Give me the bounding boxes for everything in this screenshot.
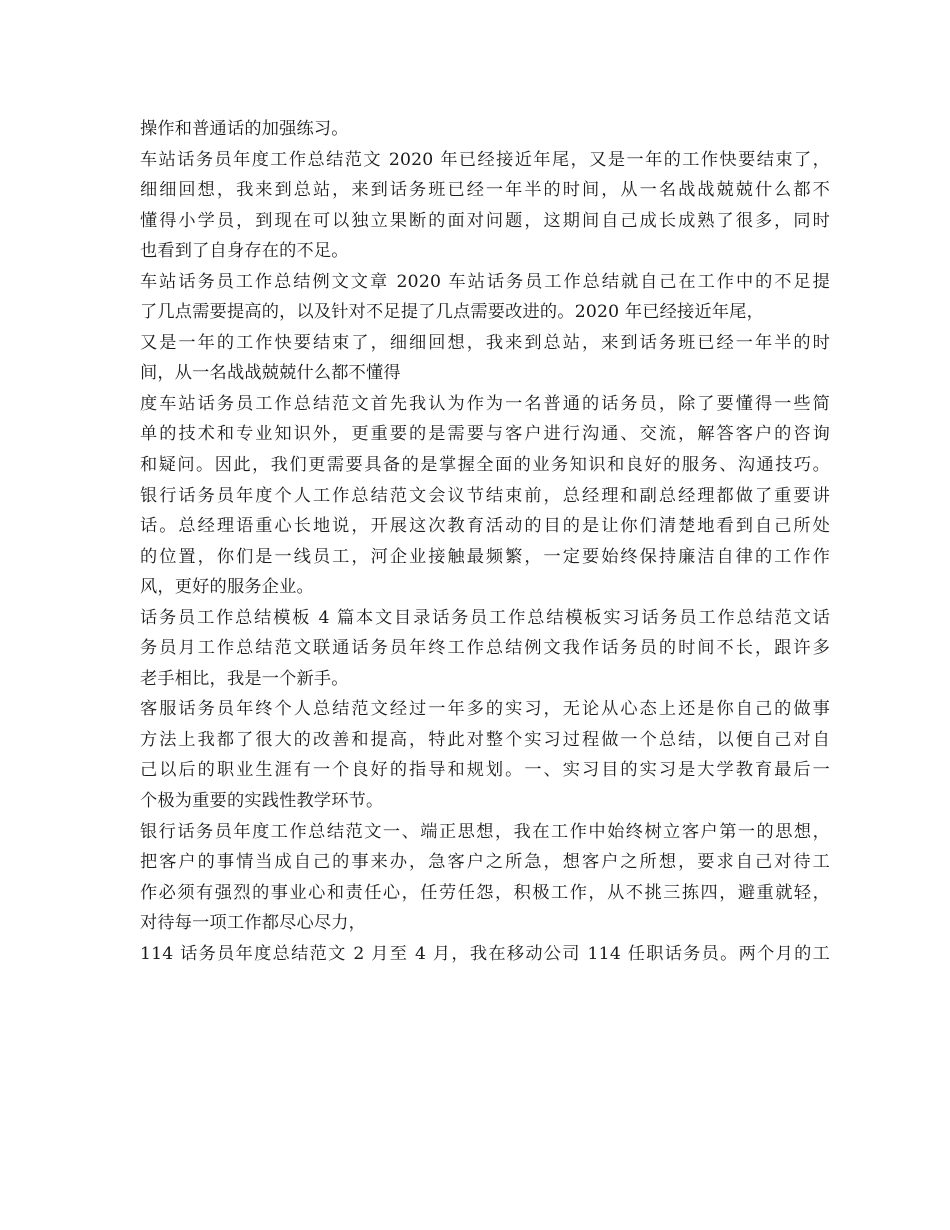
text-line: 风，更好的服务企业。 bbox=[140, 577, 314, 598]
text-line: 方法上我都了很大的改善和提高，特此对整个实习过程做一个总结，以便自己对自 bbox=[140, 729, 830, 750]
text-line: 懂得小学员，到现在可以独立果断的面对问题，这期间自己成长成熟了很多，同时 bbox=[140, 210, 830, 231]
text-line: 作必须有强烈的事业心和责任心，任劳任怨，积极工作，从不挑三拣四，避重就轻， bbox=[140, 882, 830, 903]
text-line: 又是一年的工作快要结束了，细细回想，我来到总站，来到话务班已经一年半的时 bbox=[140, 332, 830, 353]
text-line: 把客户的事情当成自己的事来办，急客户之所急，想客户之所想，要求自己对待工 bbox=[140, 852, 830, 873]
text-line: 114 话务员年度总结范文 2 月至 4 月，我在移动公司 114 任职话务员。两个月的工 bbox=[140, 943, 830, 964]
text-line: 细细回想，我来到总站，来到话务班已经一年半的时间，从一名战战兢兢什么都不 bbox=[140, 180, 830, 201]
text-line: 话。总经理语重心长地说，开展这次教育活动的目的是让你们清楚地看到自己所处 bbox=[140, 516, 830, 537]
text-line: 银行话务员年度个人工作总结范文会议节结束前，总经理和副总经理都做了重要讲 bbox=[140, 485, 830, 506]
text-line: 个极为重要的实践性教学环节。 bbox=[140, 791, 384, 812]
text-line: 客服话务员年终个人总结范文经过一年多的实习，无论从心态上还是你自己的做事 bbox=[140, 699, 830, 720]
text-line: 车站话务员年度工作总结范文 2020 年已经接近年尾，又是一年的工作快要结束了， bbox=[140, 149, 830, 170]
text-line: 间，从一名战战兢兢什么都不懂得 bbox=[140, 363, 401, 384]
text-line: 对待每一项工作都尽心尽力， bbox=[140, 913, 367, 934]
text-line: 了几点需要提高的，以及针对不足提了几点需要改进的。2020 年已经接近年尾， bbox=[140, 302, 764, 323]
text-line: 度车站话务员工作总结范文首先我认为作为一名普通的话务员，除了要懂得一些简 bbox=[140, 393, 830, 414]
text-line: 和疑问。因此，我们更需要具备的是掌握全面的业务知识和良好的服务、沟通技巧。 bbox=[140, 455, 830, 476]
text-line: 单的技术和专业知识外，更重要的是需要与客户进行沟通、交流，解答客户的咨询 bbox=[140, 424, 830, 445]
text-line: 也看到了自身存在的不足。 bbox=[140, 241, 349, 262]
text-line: 操作和普通话的加强练习。 bbox=[140, 119, 349, 139]
document-body bbox=[140, 114, 830, 969]
text-line: 老手相比，我是一个新手。 bbox=[140, 668, 349, 689]
text-line: 的位置，你们是一线员工，河企业接触最频繁，一定要始终保持廉洁自律的工作作 bbox=[140, 546, 830, 567]
text-line: 车站话务员工作总结例文文章 2020 车站话务员工作总结就自己在工作中的不足提 bbox=[140, 271, 830, 292]
text-line: 话务员工作总结模板 4 篇本文目录话务员工作总结模板实习话务员工作总结范文话 bbox=[140, 607, 830, 628]
text-line: 务员月工作总结范文联通话务员年终工作总结例文我作话务员的时间不长，跟许多 bbox=[140, 638, 830, 659]
text-line: 银行话务员年度工作总结范文一、端正思想，我在工作中始终树立客户第一的思想， bbox=[140, 821, 830, 842]
text-line: 己以后的职业生涯有一个良好的指导和规划。一、实习目的实习是大学教育最后一 bbox=[140, 760, 830, 781]
